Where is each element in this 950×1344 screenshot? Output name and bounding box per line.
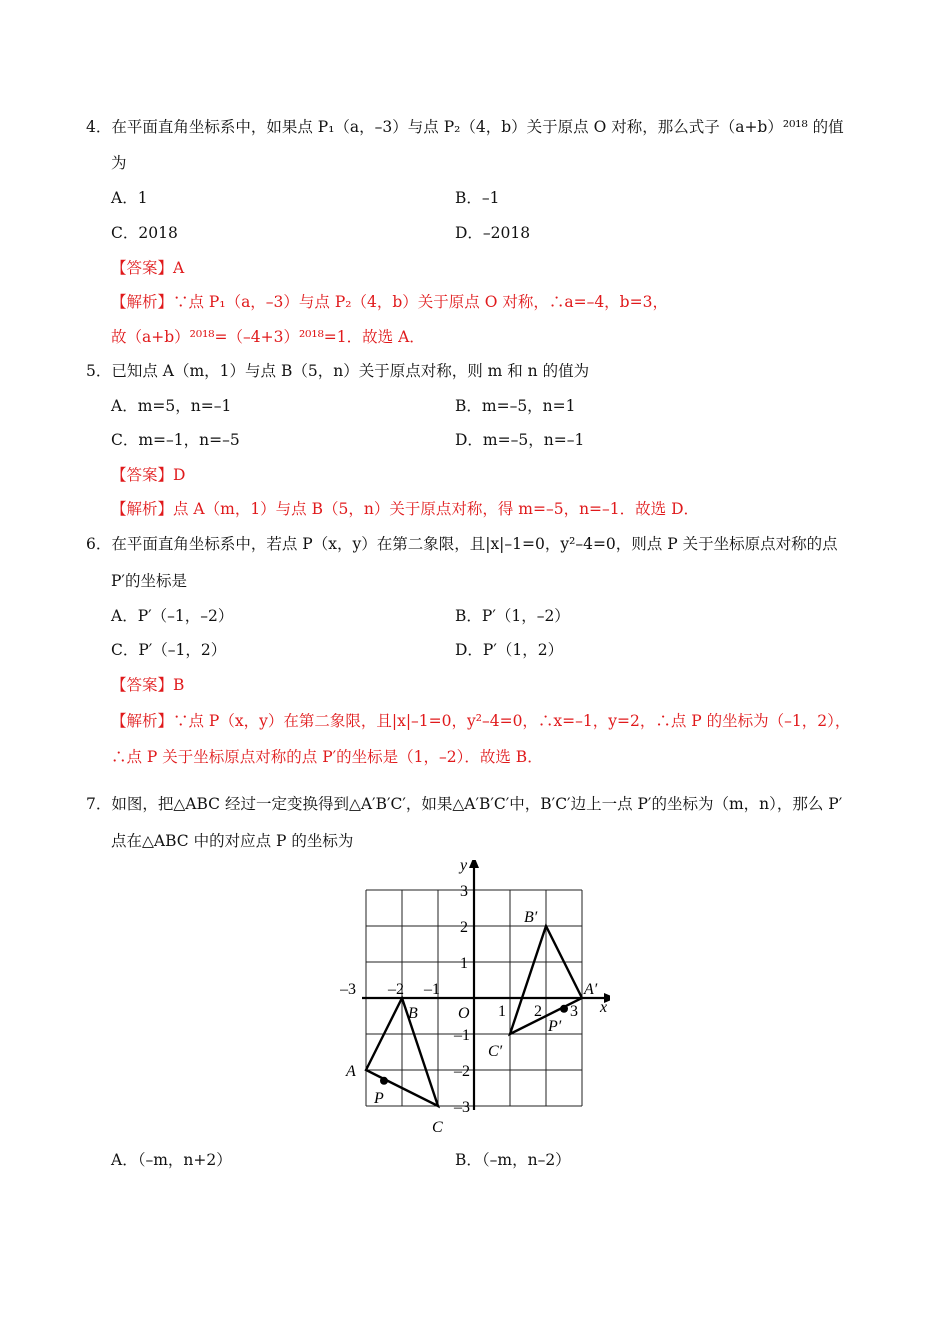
origin-label: O [458,1005,470,1022]
q5-analysis: 【解析】点 A（m，1）与点 B（5，n）关于原点对称，得 m=–5，n=–1．故选 D． [111,500,700,518]
q6-analysis-line1: 【解析】∵点 P（x，y）在第二象限，且|x|–1=0，y²–4=0，∴x=–1，y=2，∴点 P 的坐标为（–1，2）， [111,712,851,730]
q7-option-a: A．（–m，n+2） [111,1151,232,1169]
q4-option-a: A．1 [111,189,148,207]
point-p [380,1077,388,1085]
q4-analysis-line1: 【解析】∵点 P₁（a，–3）与点 P₂（4，b）关于原点 O 对称，∴a=–4，b=3， [111,293,668,311]
y-tick-label: 3 [460,883,468,900]
q6-analysis-line2: ∴点 P 关于坐标原点对称的点 P′的坐标是（1，–2）．故选 B． [111,748,543,766]
y-tick-label: –2 [454,1063,470,1080]
y-tick-label: 1 [460,955,468,972]
x-tick-label: –2 [388,981,404,998]
q4-analysis-line2: 故（a+b）²⁰¹⁸=（–4+3）²⁰¹⁸=1．故选 A． [111,328,425,346]
q5-option-b: B．m=–5，n=1 [455,397,576,415]
q6-option-c: C．P′（–1，2） [111,641,227,659]
q4-option-b: B．–1 [455,189,500,207]
coordinate-figure [340,860,610,1140]
label-p-prime: P′ [548,1017,562,1035]
x-tick-label: –1 [424,981,440,998]
q6-option-a: A．P′（–1，–2） [111,607,234,625]
q5-option-d: D．m=–5，n=–1 [455,431,585,449]
x-tick-label: 3 [570,1003,578,1020]
point-p-prime [560,1005,568,1013]
x-tick-label: 2 [534,1003,542,1020]
q5-stem: 5．已知点 A（m，1）与点 B（5，n）关于原点对称，则 m 和 n 的值为 [86,362,590,380]
x-tick-label: 1 [498,1003,506,1020]
label-a: A [346,1063,356,1080]
y-tick-label: –3 [454,1099,470,1116]
q4-option-d: D．–2018 [455,224,531,242]
label-c: C [432,1119,443,1136]
q4-stem-line2: 为 [111,154,127,172]
y-tick-label: –1 [454,1027,470,1044]
q7-stem-line2: 点在△ABC 中的对应点 P 的坐标为 [111,832,354,850]
q6-option-b: B．P′（1，–2） [455,607,570,625]
x-axis-label: x [600,999,608,1016]
y-axis-arrow [469,860,479,868]
q6-stem-line2: P′的坐标是 [111,572,187,590]
q7-option-b: B．（–m，n–2） [455,1151,571,1169]
q5-option-a: A．m=5，n=–1 [111,397,232,415]
label-b-prime: B′ [524,909,538,926]
q5-answer: 【答案】D [111,466,186,484]
q5-option-c: C．m=–1，n=–5 [111,431,240,449]
q6-option-d: D．P′（1，2） [455,641,564,659]
label-c-prime: C′ [488,1043,503,1060]
label-b: B [408,1005,418,1022]
y-tick-label: 2 [460,919,468,936]
y-axis-label: y [460,860,468,874]
q6-answer: 【答案】B [111,676,185,694]
q7-stem-line1: 7．如图，把△ABC 经过一定变换得到△A′B′C′，如果△A′B′C′中，B′C′边上一点 P′的坐标为（m，n），那么 P′ [86,795,843,813]
q6-stem-line1: 6．在平面直角坐标系中，若点 P（x，y）在第二象限，且|x|–1=0，y²–4=0，则点 P 关于坐标原点对称的点 [86,535,838,553]
q4-stem-line1: 4．在平面直角坐标系中，如果点 P₁（a，–3）与点 P₂（4，b）关于原点 O 对称，那么式子（a+b）²⁰¹⁸ 的值 [86,118,844,136]
label-p: P [374,1089,384,1107]
q4-answer: 【答案】A [111,259,185,277]
q4-option-c: C．2018 [111,224,178,242]
x-tick-label: –3 [340,981,356,998]
label-a-prime: A′ [584,981,598,998]
